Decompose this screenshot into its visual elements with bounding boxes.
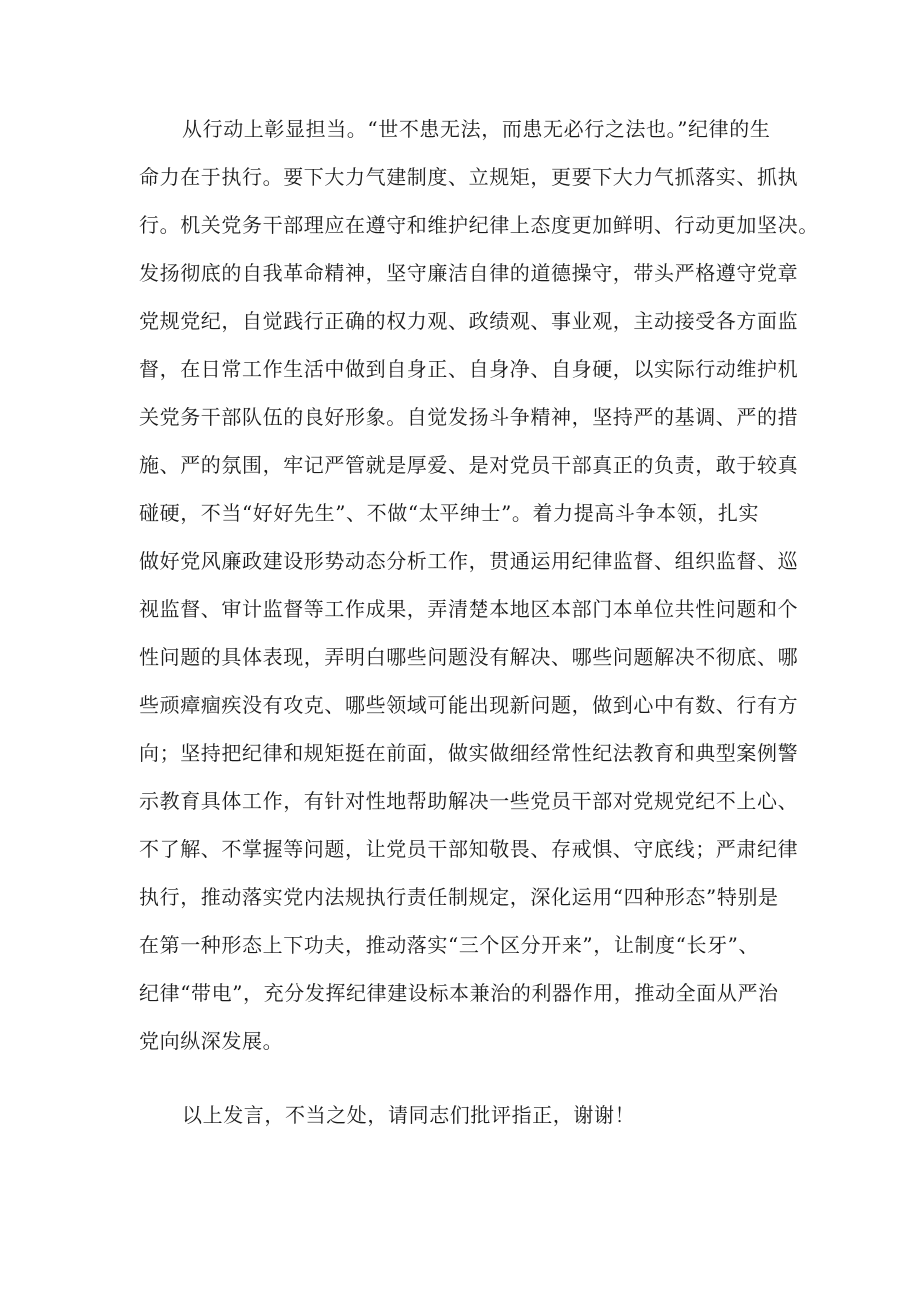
paragraph-line: 命力在于执行。要下大力气建制度、立规矩，更要下大力气抓落实、抓执 [139, 165, 799, 189]
paragraph-line: 关党务干部队伍的良好形象。自觉发扬斗争精神，坚持严的基调、严的措 [139, 405, 799, 429]
paragraph-line: 在第一种形态上下功夫，推动落实“三个区分开来”，让制度“长牙”、 [139, 933, 760, 957]
paragraph-line: 施、严的氛围，牢记严管就是厚爱、是对党员干部真正的负责，敢于较真 [139, 453, 799, 477]
paragraph-line: 碰硬，不当“好好先生”、不做“太平绅士”。着力提高斗争本领，扎实 [139, 501, 760, 525]
paragraph-line: 示教育具体工作，有针对性地帮助解决一些党员干部对党规党纪不上心、 [139, 789, 799, 813]
paragraph-line: 做好党风廉政建设形势动态分析工作，贯通运用纪律监督、组织监督、巡 [139, 549, 799, 573]
paragraph-line: 督，在日常工作生活中做到自身正、自身净、自身硬，以实际行动维护机 [139, 357, 799, 381]
paragraph-line: 性问题的具体表现，弄明白哪些问题没有解决、哪些问题解决不彻底、哪 [139, 645, 799, 669]
paragraph-line: 执行，推动落实党内法规执行责任制规定，深化运用“四种形态”特别是 [139, 885, 779, 909]
paragraph-line: 从行动上彰显担当。“世不患无法，而患无必行之法也。”纪律的生 [182, 117, 771, 141]
paragraph-line: 纪律“带电”，充分发挥纪律建设标本兼治的利器作用，推动全面从严治 [139, 981, 779, 1005]
closing-line: 以上发言，不当之处，请同志们批评指正，谢谢！ [182, 1103, 636, 1127]
paragraph-line: 些顽瘴痼疾没有攻克、哪些领域可能出现新问题，做到心中有数、行有方 [139, 693, 799, 717]
paragraph-line: 行。机关党务干部理应在遵守和维护纪律上态度更加鲜明、行动更加坚决。 [139, 213, 819, 237]
paragraph-line: 向；坚持把纪律和规矩挺在前面，做实做细经常性纪法教育和典型案例警 [139, 741, 799, 765]
paragraph-line: 视监督、审计监督等工作成果，弄清楚本地区本部门本单位共性问题和个 [139, 597, 799, 621]
paragraph-line: 党规党纪，自觉践行正确的权力观、政绩观、事业观，主动接受各方面监 [139, 309, 799, 333]
paragraph-line: 发扬彻底的自我革命精神，坚守廉洁自律的道德操守，带头严格遵守党章 [139, 261, 799, 285]
paragraph-line: 党向纵深发展。 [139, 1029, 284, 1053]
paragraph-line: 不了解、不掌握等问题，让党员干部知敬畏、存戒惧、守底线；严肃纪律 [139, 837, 799, 861]
